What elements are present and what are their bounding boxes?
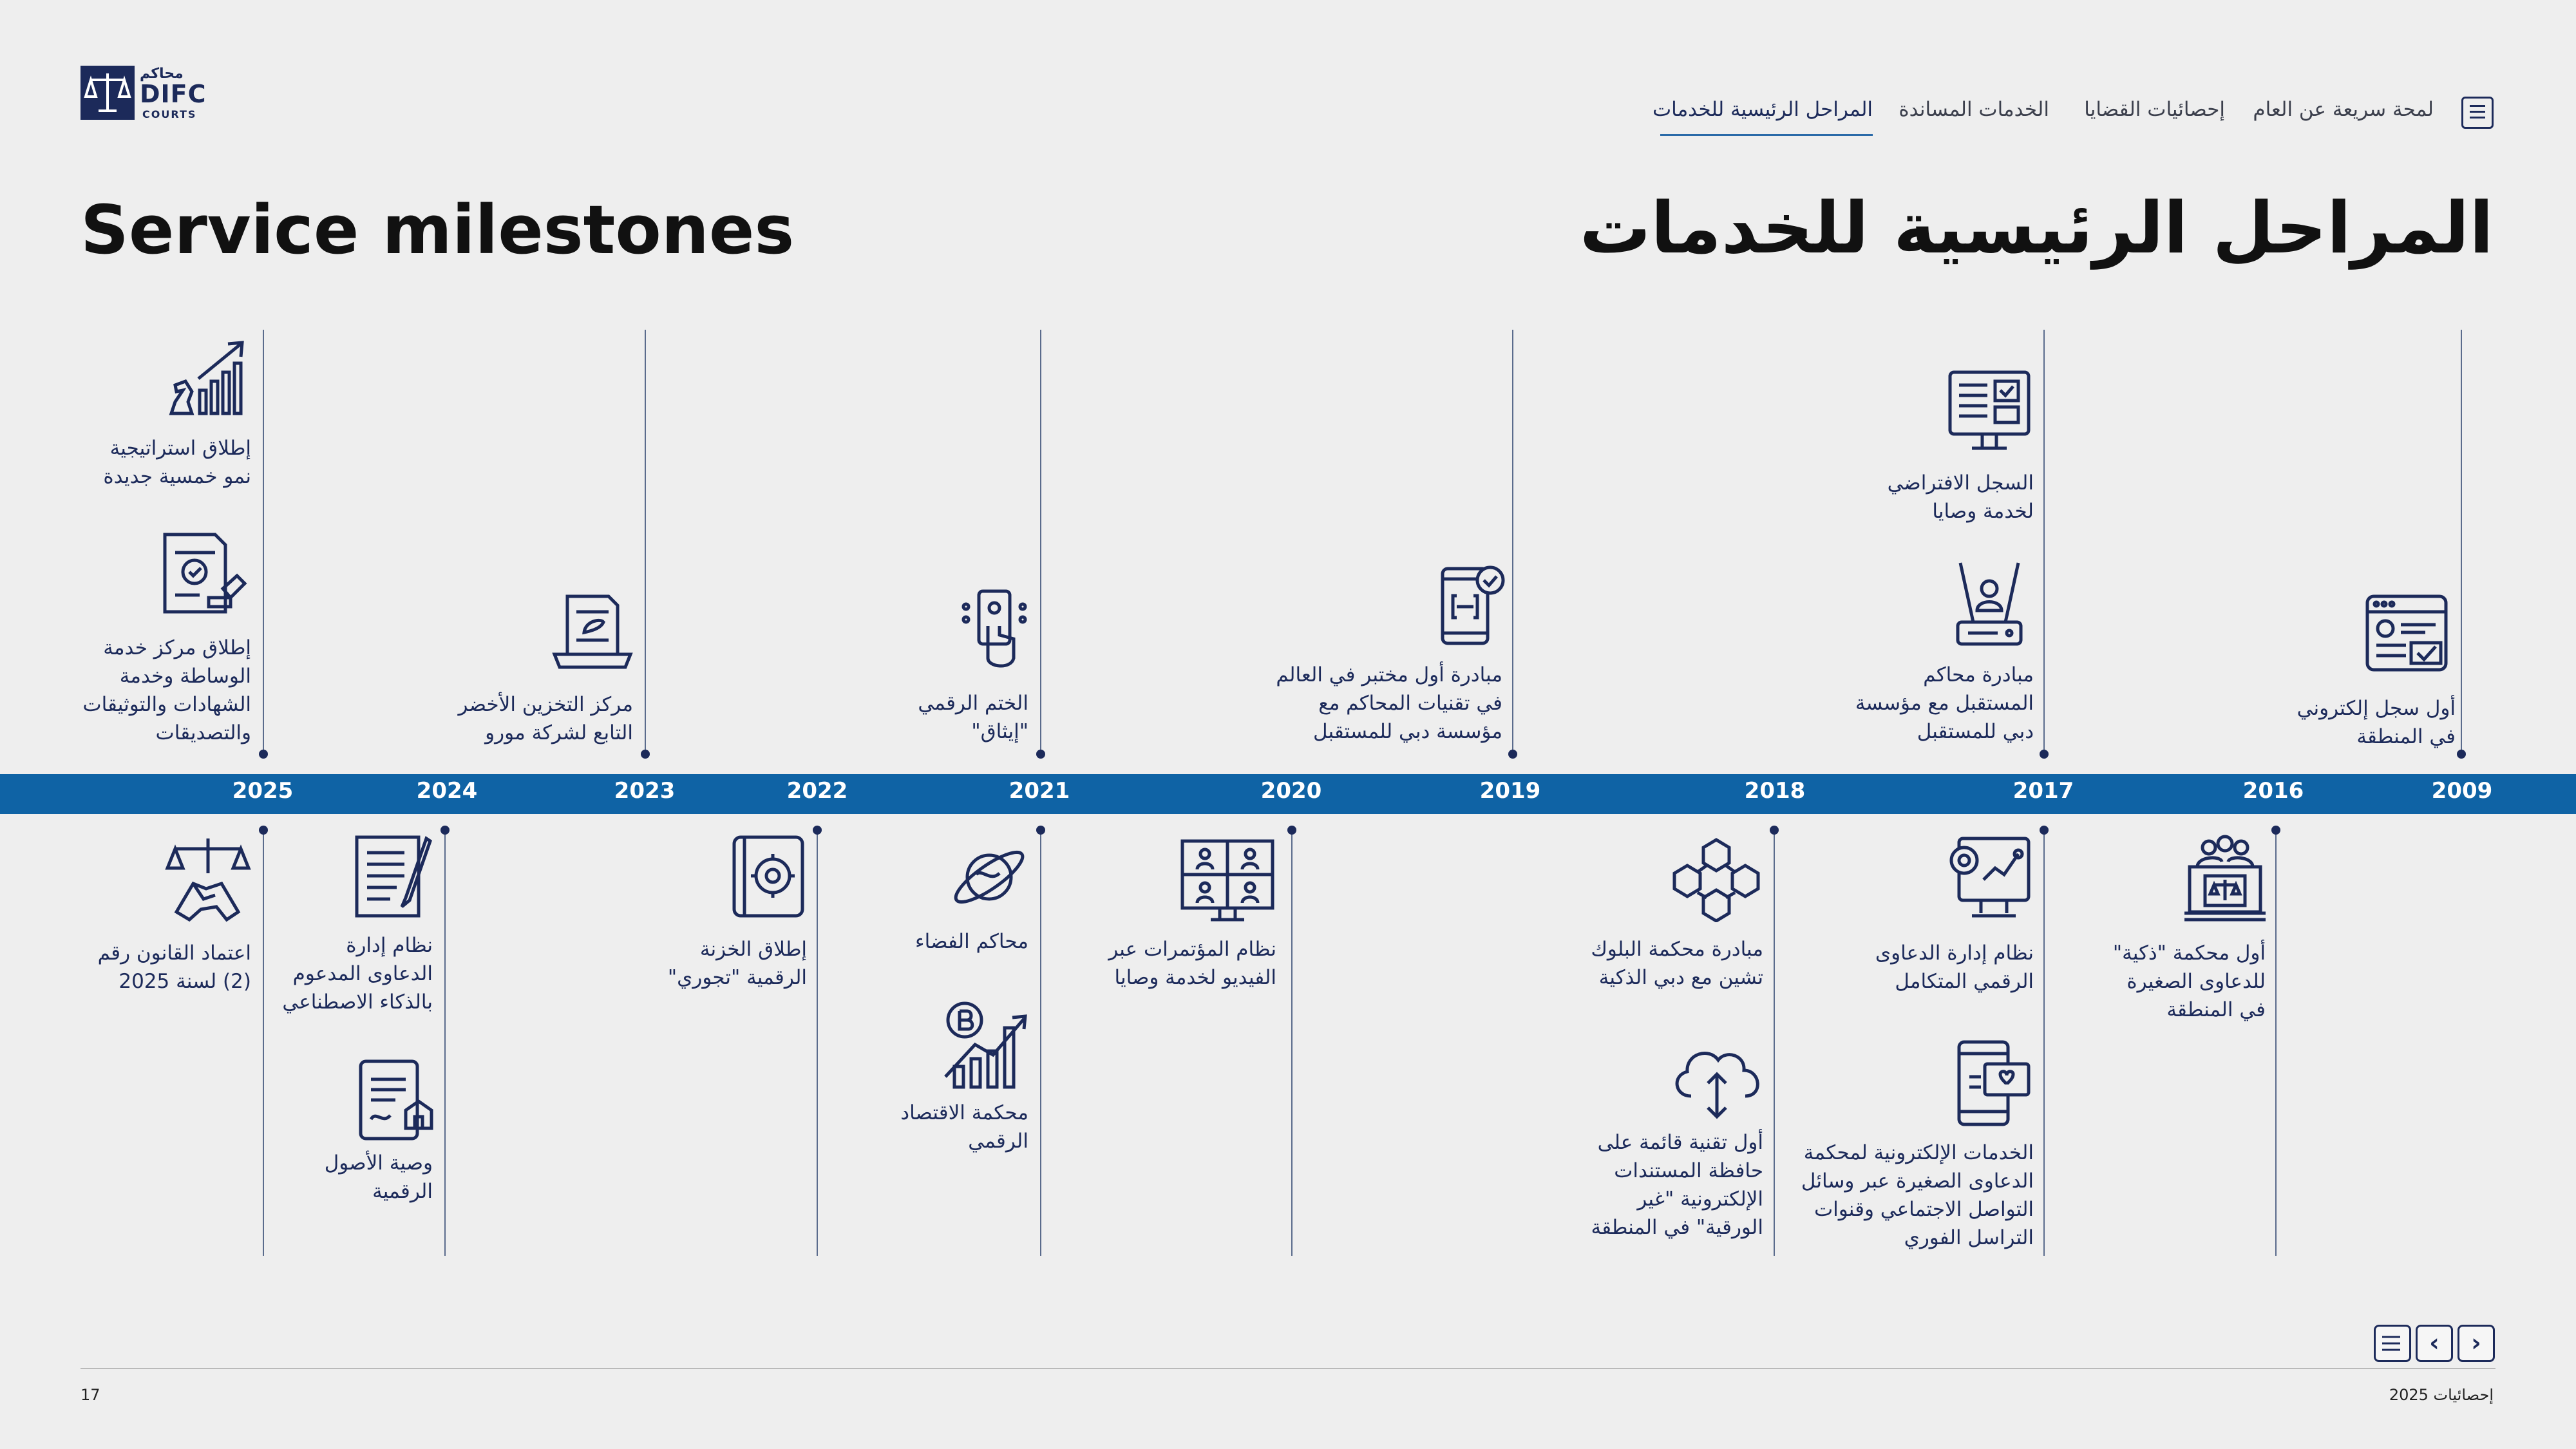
milestone-text: في المنطقة [2356, 725, 2456, 748]
law-handshake-scales-icon [164, 835, 252, 925]
milestone-2018-paperless-bundle [1591, 1128, 1763, 1242]
milestone-text: الورقية" في المنطقة [1591, 1216, 1763, 1239]
milestone-text: بالذكاء الاصطناعي [282, 990, 433, 1014]
year-label: 2016 [2242, 778, 2304, 804]
timeline-dot [2457, 750, 2466, 759]
prev-page-button[interactable]: ‹ [2416, 1325, 2453, 1362]
milestone-text: "إيثاق" [971, 720, 1028, 743]
timeline-line-2025-top [263, 330, 264, 756]
milestone-2021-digital-economy-court [900, 1099, 1028, 1155]
milestone-text: مبادرة أول مختبر في العالم [1276, 663, 1502, 687]
milestone-2020-video-conferencing [1108, 935, 1276, 992]
milestone-text: إطلاق استراتيجية [109, 437, 251, 460]
growth-strategy-icon [166, 340, 252, 416]
milestone-2018-blockchain-court [1591, 935, 1763, 992]
green-storage-laptop-icon [551, 592, 634, 672]
smart-court-icon [2181, 833, 2269, 923]
milestone-text: التواصل الاجتماعي وقنوات [1814, 1198, 2034, 1221]
virtual-registry-monitor-icon [1946, 368, 2032, 453]
milestone-text: الوساطة وخدمة [119, 665, 251, 688]
mobile-chat-icon [1955, 1038, 2032, 1128]
milestone-2022-digital-vault [668, 935, 807, 992]
ai-case-document-icon [353, 833, 433, 920]
footer-label: إحصائيات 2025 [2389, 1386, 2494, 1404]
milestone-2024-ai-case-management [282, 931, 433, 1016]
timeline-line-2016-bottom [2275, 826, 2277, 1256]
digital-seal-icon [960, 587, 1030, 672]
milestone-text: التراسل الفوري [1904, 1226, 2034, 1249]
active-tab-underline [1660, 134, 1873, 136]
timeline-dot [1287, 826, 1296, 835]
milestone-text: تشين مع دبي الذكية [1598, 966, 1763, 989]
milestone-text: محكمة الاقتصاد [900, 1101, 1028, 1124]
milestone-2025-mediation-centre [82, 634, 251, 747]
timeline-dot [813, 826, 822, 835]
milestone-text: (2) لسنة 2025 [118, 970, 251, 993]
milestone-text: الرقمية "تجوري" [667, 966, 807, 989]
video-conference-icon [1179, 837, 1276, 923]
milestone-text: للدعاوى الصغيرة [2126, 970, 2266, 993]
timeline-line-2019-top [1512, 330, 1513, 756]
timeline-dot [2040, 826, 2049, 835]
milestone-2019-lab-initiative [1276, 661, 1502, 746]
year-label: 2023 [614, 778, 676, 804]
milestone-text: اعتماد القانون رقم [97, 942, 251, 965]
page-title-en: Service milestones [80, 191, 795, 269]
timeline-line-2021-top [1040, 330, 1041, 756]
digital-wills-tablet-icon [357, 1057, 434, 1142]
milestone-2023-green-storage [459, 690, 633, 747]
year-label: 2021 [1009, 778, 1070, 804]
nav-item-service-milestones[interactable]: المراحل الرئيسية للخدمات [1652, 98, 1873, 121]
milestone-text: الخدمات الإلكترونية لمحكمة [1803, 1141, 2034, 1164]
page-number: 17 [80, 1386, 100, 1404]
milestone-2021-digital-seal [918, 689, 1028, 746]
milestone-text: الختم الرقمي [918, 692, 1028, 715]
milestone-2016-smart-small-claims-court [2113, 939, 2266, 1024]
e-registry-window-icon [2363, 592, 2450, 676]
contents-button[interactable] [2374, 1325, 2411, 1362]
milestone-text: التابع لشركة مورو [485, 721, 633, 744]
next-page-button[interactable]: › [2458, 1325, 2495, 1362]
milestone-text: في تقنيات المحاكم مع [1318, 692, 1502, 715]
hologram-judge-icon [1951, 559, 2027, 648]
milestone-text: دبي للمستقبل [1917, 720, 2034, 743]
brand-name: DIFC [140, 80, 207, 108]
year-label: 2018 [1744, 778, 1806, 804]
nav-item-overview[interactable]: لمحة سريعة عن العام [2253, 98, 2434, 121]
timeline-dot [1036, 750, 1045, 759]
milestone-text: نظام المؤتمرات عبر [1108, 938, 1276, 961]
brand-sub: COURTS [142, 108, 197, 120]
footer-divider [80, 1368, 2496, 1369]
milestone-text: في المنطقة [2166, 998, 2266, 1021]
milestone-text: نظام إدارة الدعاوى [1875, 942, 2034, 965]
list-icon [2376, 1327, 2409, 1360]
timeline-line-2024-bottom [444, 826, 446, 1256]
year-label: 2019 [1479, 778, 1541, 804]
scales-logo-icon [80, 66, 135, 120]
space-planet-icon [951, 837, 1029, 916]
year-label: 2024 [416, 778, 478, 804]
milestone-text: المستقبل مع مؤسسة [1855, 692, 2034, 715]
milestone-text: إطلاق الخزنة [699, 938, 807, 961]
year-label: 2009 [2431, 778, 2493, 804]
milestone-2009-e-registry [2297, 694, 2456, 751]
timeline-dot [2271, 826, 2280, 835]
milestone-text: الدعاوى المدعوم [292, 962, 433, 985]
milestone-text: مبادرة محاكم [1923, 663, 2034, 687]
milestone-text: الشهادات والتوثيقات [82, 693, 251, 716]
milestone-text: الرقمية [372, 1180, 433, 1203]
milestone-2025-growth-strategy [103, 434, 251, 491]
brand-arabic: محاكم [140, 66, 184, 82]
timeline-line-2021-bottom [1040, 826, 1041, 1256]
milestone-2017-courts-of-future [1855, 661, 2034, 746]
timeline-line-2017-top [2043, 330, 2045, 756]
milestone-text: إطلاق مركز خدمة [103, 636, 251, 659]
milestone-text: أول تقنية قائمة على [1597, 1131, 1763, 1154]
milestone-text: والتصديقات [155, 721, 251, 744]
digital-economy-chart-icon [942, 999, 1030, 1090]
year-label: 2022 [786, 778, 848, 804]
timeline-line-2025-bottom [263, 826, 264, 1256]
milestone-text: أول سجل إلكتروني [2297, 697, 2456, 720]
milestone-text: الإلكترونية "غير [1637, 1188, 1763, 1211]
verified-phone-icon [1437, 564, 1506, 647]
milestone-text: الدعاوى الصغيرة عبر وسائل [1801, 1170, 2034, 1193]
milestone-text: محاكم الفضاء [915, 930, 1028, 953]
case-management-gear-icon [1944, 835, 2032, 925]
timeline-dot [259, 750, 268, 759]
milestone-2024-digital-wills [325, 1149, 433, 1206]
milestone-text: نظام إدارة [346, 934, 433, 957]
timeline-line-2022-bottom [817, 826, 818, 1256]
milestone-2017-virtual-registry [1888, 469, 2034, 526]
timeline-dot [1036, 826, 1045, 835]
timeline-line-2018-bottom [1774, 826, 1775, 1256]
blockchain-cubes-icon [1668, 836, 1765, 922]
timeline-line-2009-top [2461, 330, 2462, 756]
milestone-2017-integrated-case-management [1875, 939, 2034, 996]
milestone-2017-small-claims-eservices [1801, 1139, 2034, 1252]
difc-courts-logo [80, 66, 207, 122]
milestone-text: الفيديو لخدمة وصايا [1114, 966, 1276, 989]
milestone-text: السجل الافتراضي [1887, 471, 2034, 495]
nav-item-case-stats[interactable]: إحصائيات القضايا [2084, 98, 2225, 121]
timeline-dot [440, 826, 450, 835]
timeline-dot [641, 750, 650, 759]
milestone-text: مبادرة محكمة البلوك [1591, 938, 1763, 961]
milestone-text: وصية الأصول [324, 1151, 433, 1175]
timeline-dot [2040, 750, 2049, 759]
page-title-ar: المراحل الرئيسية للخدمات [1579, 187, 2494, 269]
milestone-2021-space-courts [915, 927, 1028, 956]
milestone-text: نمو خمسية جديدة [103, 465, 251, 488]
year-label: 2017 [2012, 778, 2074, 804]
timeline-line-2020-bottom [1291, 826, 1293, 1256]
milestone-text: مؤسسة دبي للمستقبل [1312, 720, 1502, 743]
timeline-line-2023-top [645, 330, 646, 756]
milestone-text: حافظة المستندات [1614, 1159, 1763, 1182]
timeline-line-2017-bottom [2043, 826, 2045, 1256]
timeline-dot [1770, 826, 1779, 835]
milestone-text: أول محكمة "ذكية" [2112, 942, 2266, 965]
certified-document-icon [161, 531, 247, 617]
cloud-upload-icon [1669, 1037, 1765, 1121]
timeline-dot [1508, 750, 1517, 759]
year-label: 2020 [1260, 778, 1322, 804]
milestone-text: الرقمي [968, 1130, 1028, 1153]
milestone-text: الرقمي المتكامل [1895, 970, 2034, 993]
year-label: 2025 [232, 778, 294, 804]
nav-item-support-services[interactable]: الخدمات المساندة [1899, 98, 2049, 121]
timeline-dot [259, 826, 268, 835]
menu-icon[interactable] [2461, 97, 2494, 129]
milestone-2025-law-adoption [98, 939, 251, 996]
digital-vault-icon [730, 833, 808, 922]
milestone-text: مركز التخزين الأخضر [458, 693, 633, 716]
milestone-text: لخدمة وصايا [1932, 500, 2034, 523]
